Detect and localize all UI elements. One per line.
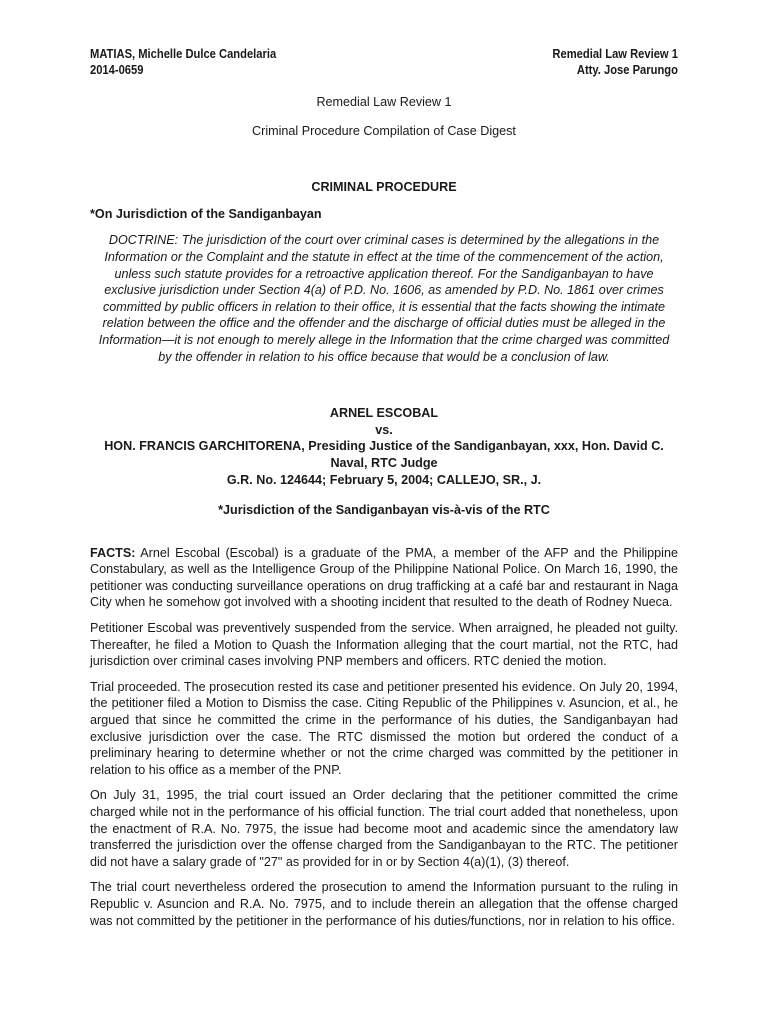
header-right	[552, 46, 678, 78]
facts-paragraph-3: Trial proceeded. The prosecution rested its case and petitioner presented his evidence. On July 20, 1994, the petitioner filed a Motion to Dismiss the case. Citing Republic of the Philippines v. Asuncion, et al., he argued that since he committed the crime in the performance of his duties, the Sandiganbayan had exclusive jurisdiction over the case. The RTC dismissed the motion but ordered the conduct of a preliminary hearing to determine whether or not the crime charged was committed by the petitioner in relation to his office as a member of the PNP.	[90, 679, 678, 777]
facts-paragraph-4: On July 31, 1995, the trial court issued an Order declaring that the petitioner committed the crime charged while not in the performance of his official function. The trial court added that nonetheless, upon the enactment of R.A. No. 7975, the issue had become moot and academic since the amendatory law transferred the jurisdiction over the offense charged from the Sandiganbayan to the RTC. The petitioner did not have a salary grade of "27" as provided for in or by Section 4(a)(1), (3) thereof.	[90, 788, 678, 869]
section-heading: CRIMINAL PROCEDURE	[311, 180, 457, 195]
topic-heading: *On Jurisdiction of the Sandiganbayan	[90, 206, 322, 221]
doc-subtitle-compilation: Criminal Procedure Compilation of Case Digest	[252, 123, 516, 138]
course-name: Remedial Law Review 1	[552, 46, 678, 61]
doc-subtitle-course: Remedial Law Review 1	[316, 95, 452, 109]
header-left	[90, 46, 276, 78]
doctrine-text: DOCTRINE: The jurisdiction of the court over criminal cases is determined by the allegations in the Information or the Complaint and the statute in effect at the time of the commencement of the action, unless such statute provides for a retroactive application thereof. For the Sandiganbayan to have exclusive jurisdiction under Section 4(a) of P.D. No. 1606, as amended by P.D. No. 1861 over crimes committed by public officers in relation to their office, it is essential that the facts showing the intimate relation between the office and the offender and the discharge of official duties must be alleged in the Information—it is not enough to merely allege in the Information that the crime charged was committed by the offender in relation to his office because that would be a conclusion of law.	[98, 233, 670, 364]
case-subtopic: *Jurisdiction of the Sandiganbayan vis-à-vis of the RTC	[218, 503, 550, 518]
case-respondent: HON. FRANCIS GARCHITORENA, Presiding Justice of the Sandiganbayan, xxx, Hon. David C. Naval, RTC Judge	[104, 439, 664, 470]
facts-section	[90, 545, 678, 929]
facts-paragraph-2: Petitioner Escobal was preventively suspended from the service. When arraigned, he pleaded not guilty. Thereafter, he filed a Motion to Quash the Information alleging that the court martial, not the RTC, had jurisdiction over criminal cases involving PNP members and officers. RTC denied the motion.	[90, 621, 678, 669]
student-id: 2014-0659	[90, 62, 144, 77]
document-body	[90, 94, 678, 938]
facts-label: FACTS:	[90, 545, 136, 560]
facts-paragraph-5: The trial court nevertheless ordered the prosecution to amend the Information pursuant to the ruling in Republic v. Asuncion and R.A. No. 7975, and to include therein an allegation that the offense charged was not committed by the petitioner in the performance of his duties/functions, nor in relation to his office.	[90, 880, 678, 928]
facts-paragraph-1-text: Arnel Escobal (Escobal) is a graduate of the PMA, a member of the AFP and the Philippine Constabulary, as well as the Intelligence Group of the Philippine National Police. On March 16, 1990, the petitioner was conducting surveillance operations on drug trafficking at a café bar and restaurant in Naga City when he somehow got involved with a shooting incident that resulted to the death of Rodney Nueca.	[90, 545, 678, 610]
author-name: MATIAS, Michelle Dulce Candelaria	[90, 46, 277, 61]
facts-paragraph	[90, 545, 678, 611]
case-caption	[90, 405, 678, 488]
case-vs: vs.	[375, 422, 393, 437]
case-citation: G.R. No. 124644; February 5, 2004; CALLEJO, SR., J.	[226, 472, 542, 487]
professor-name: Atty. Jose Parungo	[576, 62, 678, 77]
case-petitioner: ARNEL ESCOBAL	[329, 406, 439, 421]
